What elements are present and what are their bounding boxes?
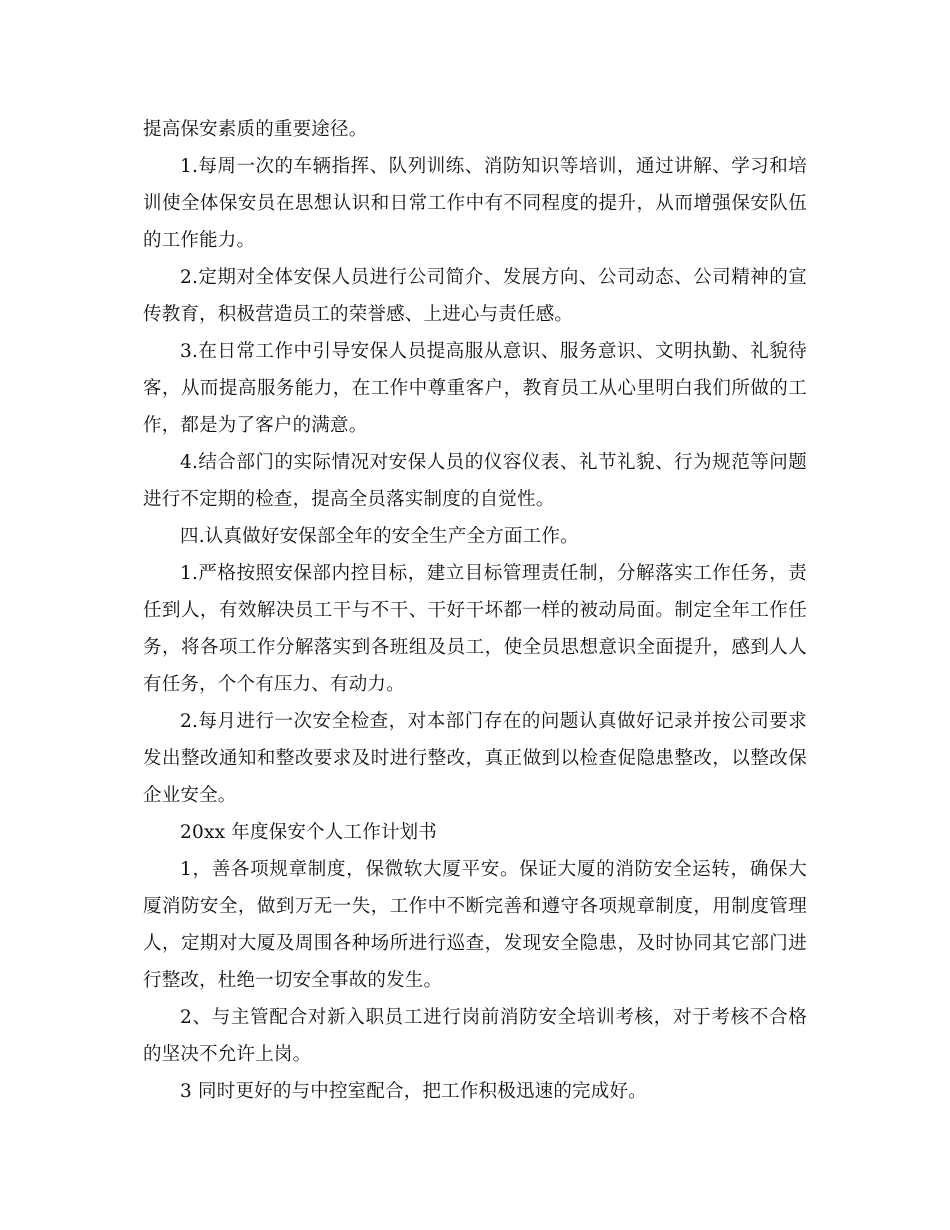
paragraph-item-3-service: 3.在日常工作中引导安保人员提高服从意识、服务意识、文明执勤、礼貌待客，从而提高服务能力，在工作中尊重客户，教育员工从心里明白我们所做的工作，都是为了客户的满意。 — [143, 341, 807, 436]
paragraph-item-2-education: 2.定期对全体安保人员进行公司简介、发展方向、公司动态、公司精神的宣传教育，积极营造员工的荣誉感、上进心与责任感。 — [143, 267, 807, 325]
paragraph-plan-item-3: 3 同时更好的与中控室配合，把工作积极迅速的完成好。 — [180, 1081, 647, 1102]
paragraph-plan-item-1: 1，善各项规章制度，保微软大厦平安。保证大厦的消防安全运转，确保大厦消防安全，做到万无一失，工作中不断完善和遵守各项规章制度，用制度管理人，定期对大厦及周围各种场所进行巡查，发现安全隐患，及时协同其它部门进行整改，杜绝一切安全事故的发生。 — [143, 859, 807, 991]
document-body — [143, 111, 807, 1110]
paragraph-section4-item-1: 1.严格按照安保部内控目标，建立目标管理责任制，分解落实工作任务，责任到人，有效解决员工干与不干、干好干坏都一样的被动局面。制定全年工作任务，将各项工作分解落实到各班组及员工，使全员思想意识全面提升，感到人人有任务，个个有压力、有动力。 — [143, 563, 807, 695]
paragraph-item-1-training: 1.每周一次的车辆指挥、队列训练、消防知识等培训，通过讲解、学习和培训使全体保安员在思想认识和日常工作中有不同程度的提升，从而增强保安队伍的工作能力。 — [143, 156, 807, 251]
plan-title: 20xx 年度保安个人工作计划书 — [180, 822, 437, 843]
paragraph-item-4-inspection: 4.结合部门的实际情况对安保人员的仪容仪表、礼节礼貌、行为规范等问题进行不定期的检查，提高全员落实制度的自觉性。 — [143, 452, 807, 510]
paragraph-plan-item-2: 2、与主管配合对新入职员工进行岗前消防安全培训考核，对于考核不合格的坚决不允许上岗。 — [143, 1007, 807, 1065]
paragraph-intro-tail: 提高保安素质的重要途径。 — [143, 119, 368, 140]
section-heading-four: 四.认真做好安保部全年的安全生产全方面工作。 — [180, 526, 579, 547]
paragraph-section4-item-2: 2.每月进行一次安全检查，对本部门存在的问题认真做好记录并按公司要求发出整改通知和整改要求及时进行整改，真正做到以检查促隐患整改，以整改保企业安全。 — [143, 711, 807, 806]
